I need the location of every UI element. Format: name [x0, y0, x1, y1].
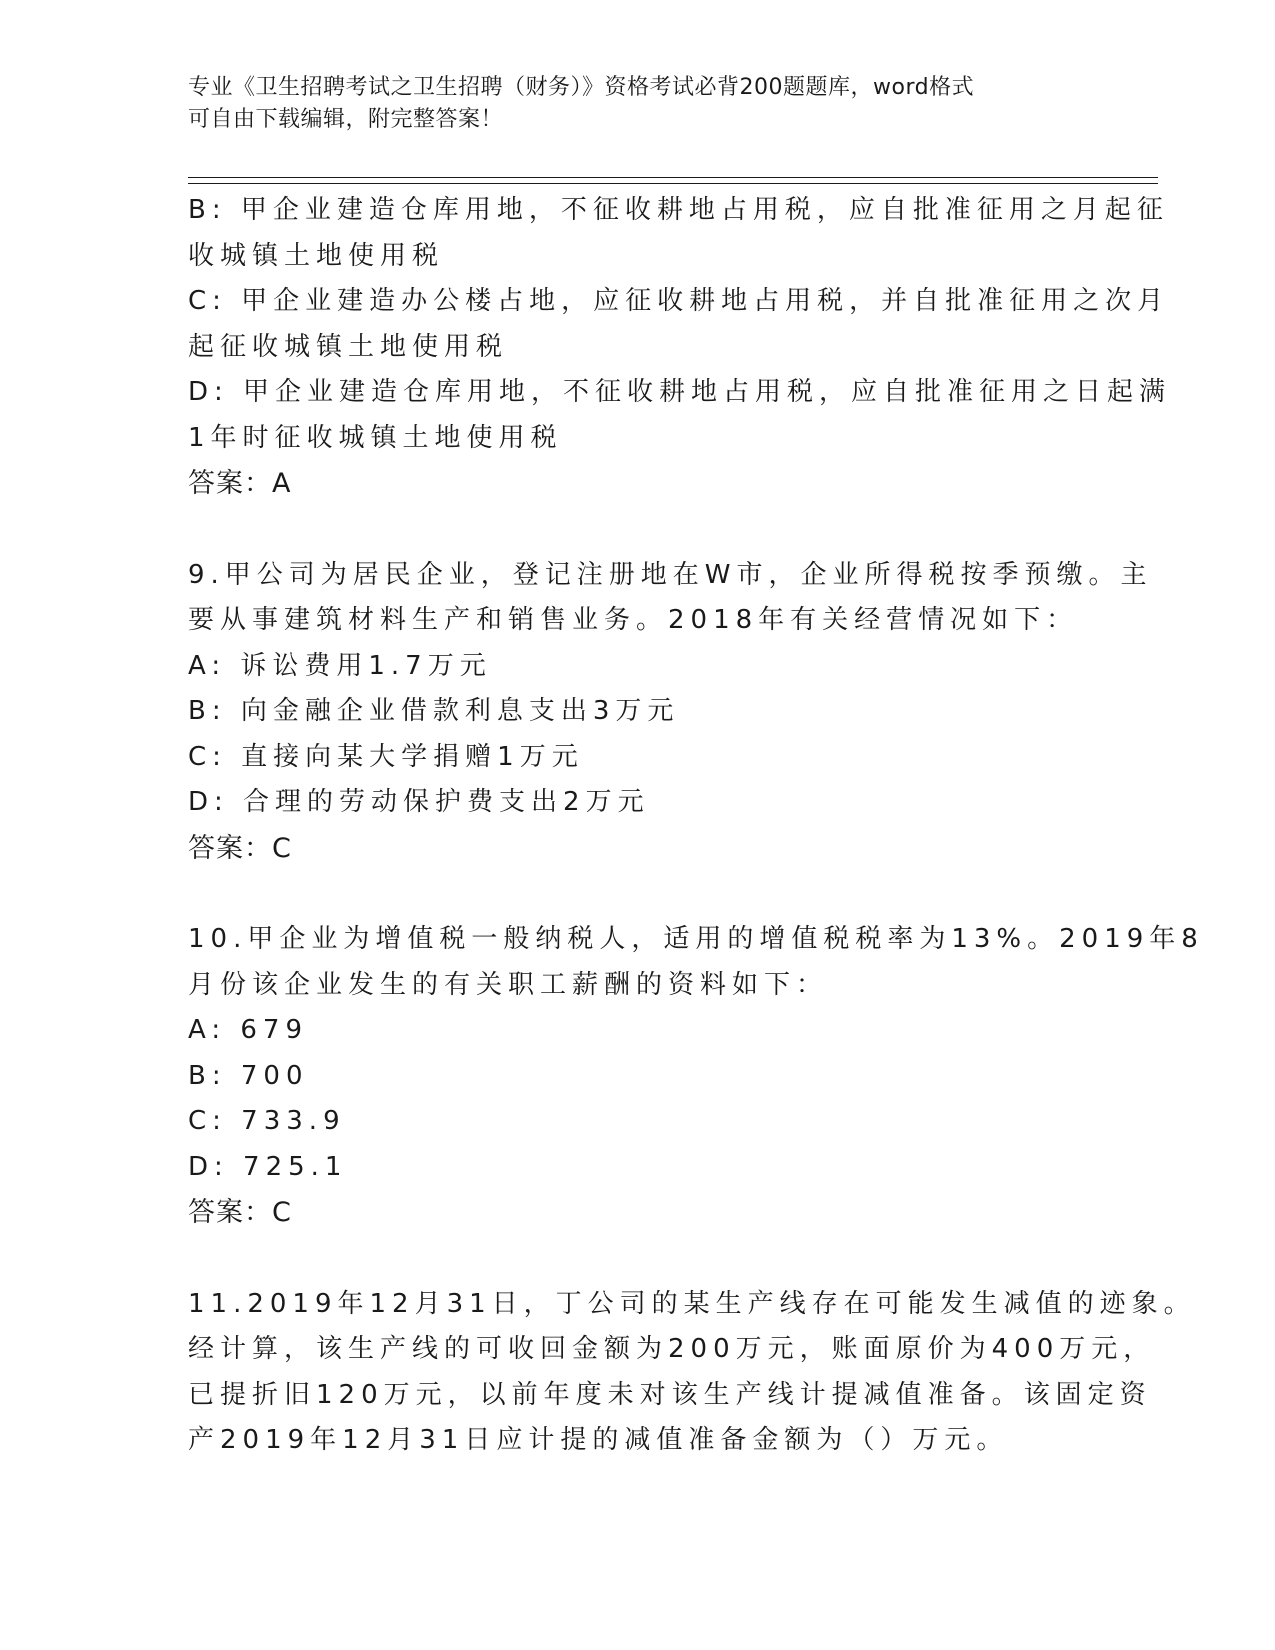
- spacer: [188, 1236, 1088, 1282]
- question-stem-continued: 经计算，该生产线的可收回金额为200万元，账面原价为400万元，: [188, 1334, 1156, 1364]
- option-d-continued: 1年时征收城镇土地使用税: [188, 422, 563, 453]
- option-b-continued: 收城镇土地使用税: [188, 240, 445, 271]
- question-8: [188, 188, 1172, 507]
- option-c: C: 直接向某大学捐赠1万元: [188, 741, 584, 772]
- answer: 答案：C: [188, 1197, 292, 1228]
- question-10: [188, 917, 1204, 1236]
- header-divider-bottom: [188, 183, 1158, 184]
- option-c: C: 733.9: [188, 1106, 346, 1136]
- question-stem: 10.甲企业为增值税一般纳税人，适用的增值税税率为13%。2019年8: [188, 924, 1204, 954]
- option-d: D: 合理的劳动保护费支出2万元: [188, 787, 650, 817]
- spacer: [188, 507, 1088, 553]
- answer: 答案：C: [188, 832, 292, 864]
- option-b: B: 甲企业建造仓库用地，不征收耕地占用税，应自批准征用之月起征: [188, 195, 1169, 225]
- option-a: A: 诉讼费用1.7万元: [188, 650, 492, 681]
- spacer: [188, 871, 1088, 917]
- question-stem-continued: 月份该企业发生的有关职工薪酬的资料如下：: [188, 969, 829, 1000]
- answer: 答案：A: [188, 468, 292, 499]
- question-stem: 11.2019年12月31日，丁公司的某生产线存在可能发生减值的迹象。: [188, 1288, 1196, 1319]
- option-d: D: 725.1: [188, 1151, 348, 1182]
- option-b: B: 700: [188, 1060, 309, 1091]
- option-c-continued: 起征收城镇土地使用税: [188, 331, 509, 362]
- question-11: [188, 1282, 1196, 1464]
- question-stem: 9.甲公司为居民企业，登记注册地在W市，企业所得税按季预缴。主: [188, 559, 1153, 590]
- document-header: [188, 72, 1088, 136]
- question-stem-continued: 产2019年12月31日应计提的减值准备金额为（）万元。: [188, 1425, 1009, 1455]
- question-9: [188, 553, 1153, 872]
- option-b: B: 向金融企业借款利息支出3万元: [188, 696, 680, 726]
- question-list: [188, 188, 1204, 1464]
- option-c: C: 甲企业建造办公楼占地，应征收耕地占用税，并自批准征用之次月: [188, 286, 1170, 316]
- option-a: A: 679: [188, 1015, 308, 1045]
- question-stem-continued: 已提折旧120万元，以前年度未对该生产线计提减值准备。该固定资: [188, 1379, 1152, 1410]
- header-title-line-1: 专业《卫生招聘考试之卫生招聘（财务）》资格考试必背200题题库，word格式: [188, 75, 975, 100]
- option-d: D: 甲企业建造仓库用地，不征收耕地占用税，应自批准征用之日起满: [188, 377, 1172, 407]
- header-title-line-2: 可自由下载编辑，附完整答案！: [188, 107, 504, 132]
- header-divider-top: [188, 177, 1158, 178]
- question-stem-continued: 要从事建筑材料生产和销售业务。2018年有关经营情况如下：: [188, 605, 1079, 635]
